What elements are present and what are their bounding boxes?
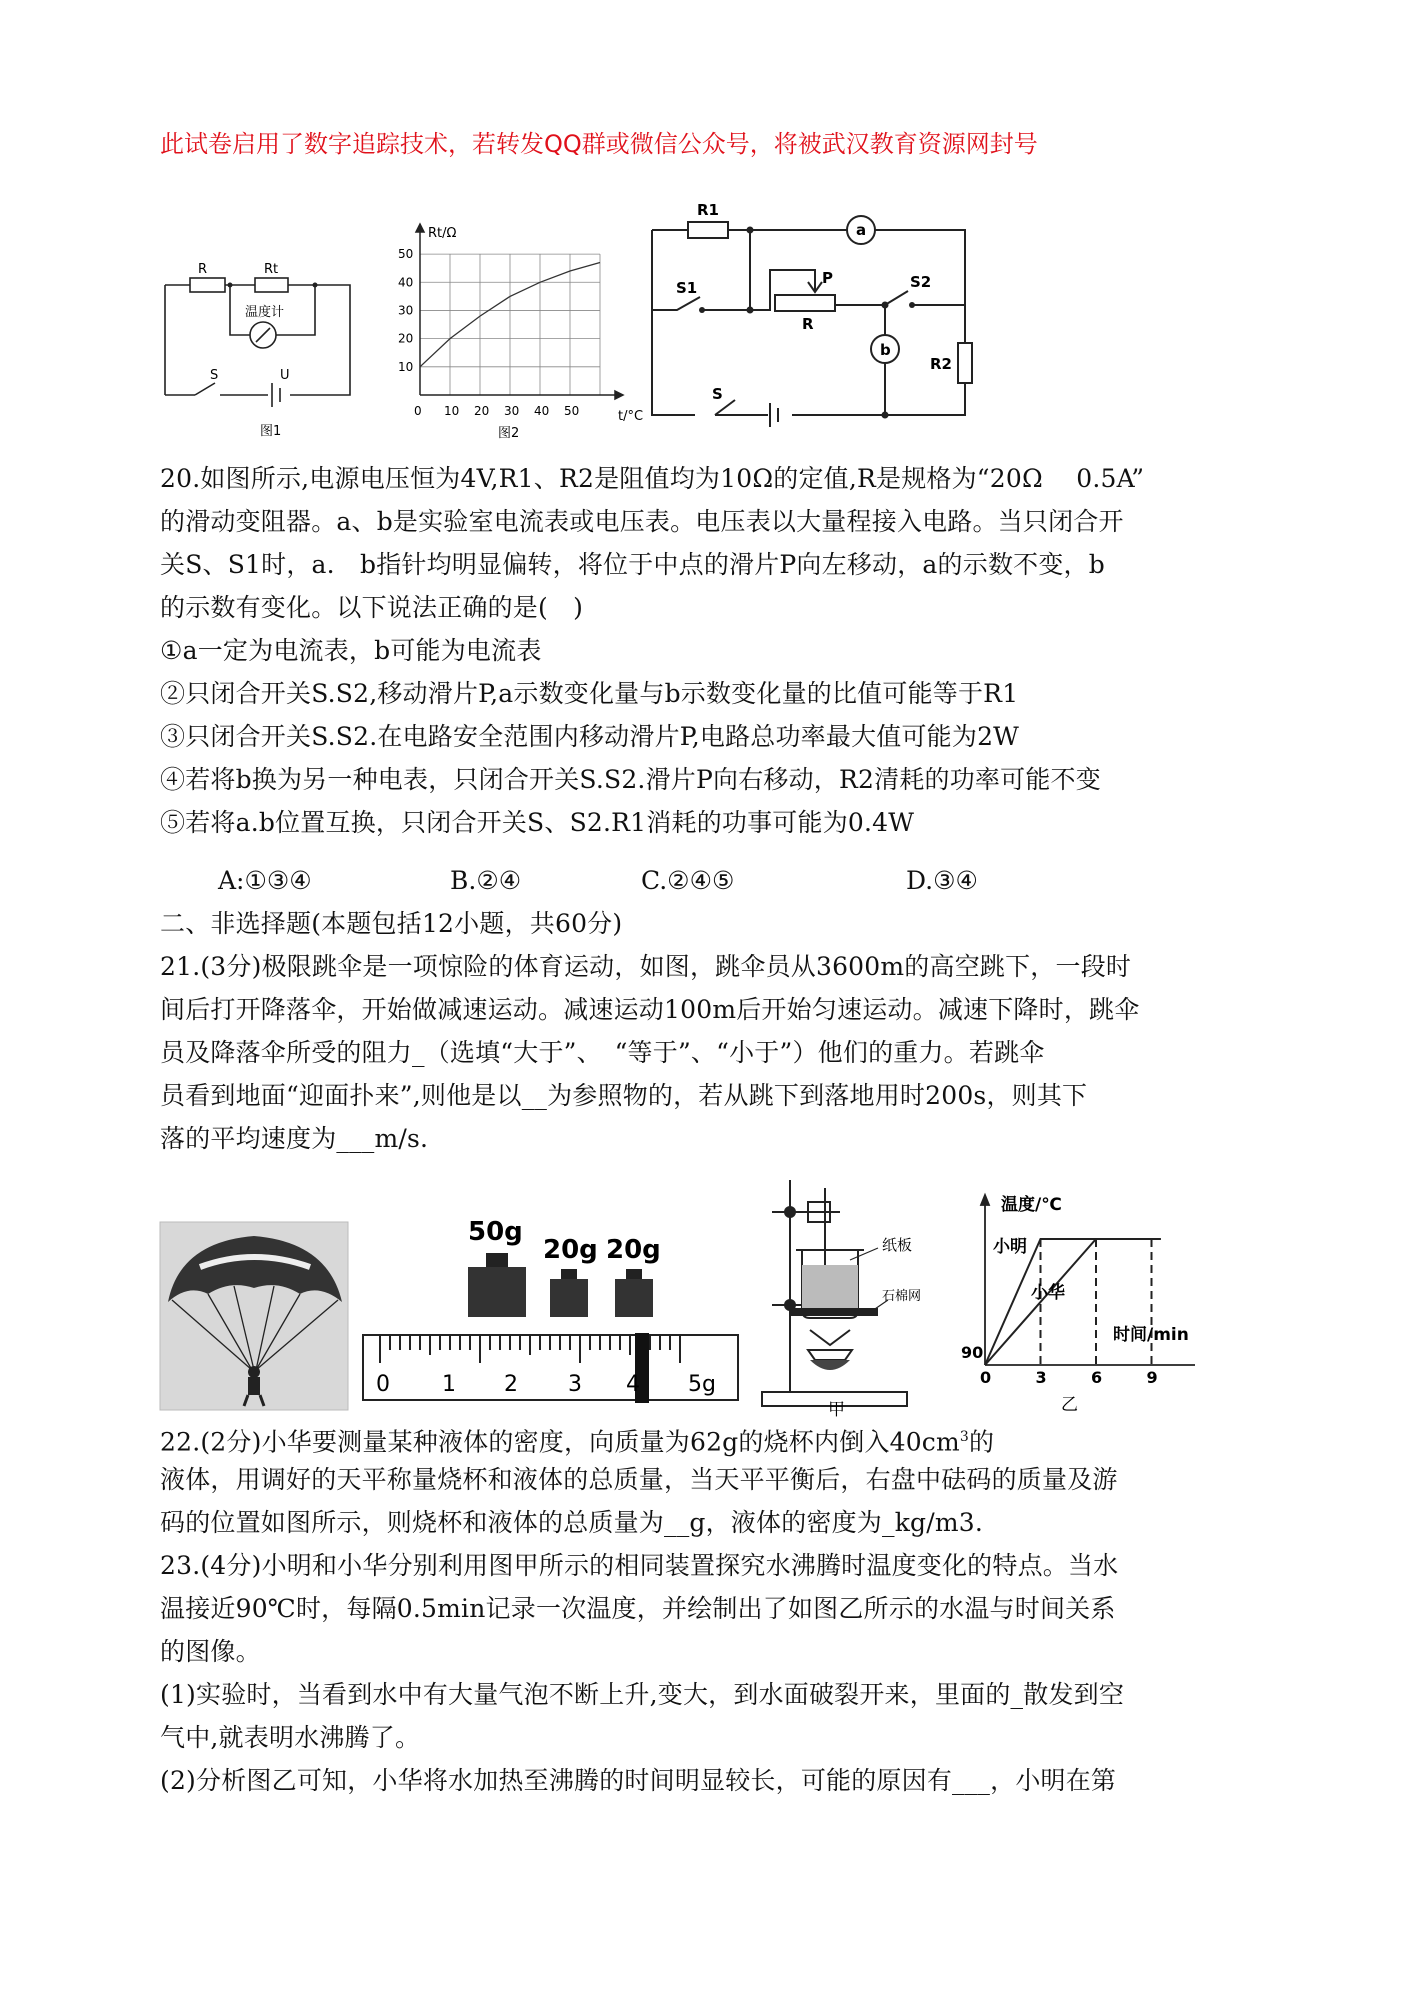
chart2-xlabel: t/°C (618, 409, 644, 424)
fig3-meter-b: b (880, 341, 891, 359)
chart2-ylabel: Rt/Ω (428, 226, 457, 241)
q20-statement-3: ③只闭合开关S.S2.在电路安全范围内移动滑片P,电路总功率最大值可能为2W (160, 722, 1020, 751)
chart2-ytick-label: 20 (398, 331, 414, 346)
chart2-xtick-label: 30 (504, 404, 520, 418)
chart2-xtick-label: 20 (474, 404, 490, 418)
q20-line: 20.如图所示,电源电压恒为4V,R1、R2是阻值均为10Ω的定值,R是规格为“20Ω 0.5A” (160, 464, 1145, 493)
fig3-label-p: P (822, 269, 833, 287)
chart2-ytick-label: 50 (398, 247, 414, 262)
weight-20g-label-2: 20g (606, 1235, 661, 1265)
q22-line-1b: 的 (969, 1427, 995, 1457)
yi-y0-label: 90 (961, 1343, 984, 1362)
q22-line: 码的位置如图所示，则烧杯和液体的总质量为__g，液体的密度为_kg/m3. (160, 1508, 984, 1537)
q20-statement-4: ④若将b换为另一种电表，只闭合开关S.S2.滑片P向右移动，R2清耗的功率可能不变 (160, 765, 1101, 794)
ruler-tick: 3 (568, 1372, 582, 1397)
figure-1-circuit (160, 255, 375, 445)
q20-option-a: A:①③④ (218, 866, 312, 895)
yi-series-label-xiaoming: 小明 (993, 1237, 1027, 1257)
yi-xtick-label: 6 (1091, 1368, 1103, 1387)
fig3-label-s1: S1 (676, 279, 698, 297)
q23-line: 23.(4分)小明和小华分别利用图甲所示的相同装置探究水沸腾时温度变化的特点。当水 (160, 1551, 1119, 1580)
weight-50g-label: 50g (468, 1217, 523, 1247)
ruler-tick: 2 (504, 1372, 518, 1397)
q21-line: 员及降落伞所受的阻力_（选填“大于”、 “等于”、“小于”）他们的重力。若跳伞 (160, 1038, 1045, 1067)
q23-line: 的图像。 (160, 1637, 261, 1666)
jia-label-paperboard: 纸板 (882, 1236, 913, 1254)
q20-line: 的示数有变化。以下说法正确的是( ) (160, 593, 584, 622)
q20-option-c: C.②④⑤ (641, 866, 735, 895)
chart2-xtick-label: 40 (534, 404, 550, 418)
yi-xtick-label: 0 (980, 1368, 992, 1387)
fig3-meter-a: a (856, 221, 867, 239)
fig1-meter-label: 温度计 (245, 305, 285, 320)
yi-caption: 乙 (1061, 1395, 1078, 1415)
chart2-xtick-label: 10 (444, 404, 460, 418)
q22-line-1a: 22.(2分)小华要测量某种液体的密度，向质量为62g的烧杯内倒入40cm (160, 1427, 960, 1457)
q23-line: (1)实验时，当看到水中有大量气泡不断上升,变大，到水面破裂开来，里面的_散发到空 (160, 1680, 1125, 1709)
fig1-caption: 图1 (260, 424, 282, 439)
q21-line: 间后打开降落伞，开始做减速运动。减速运动100m后开始匀速运动。减速下降时，跳伞 (160, 995, 1140, 1024)
q23-line: 温接近90℃时，每隔0.5min记录一次温度，并绘制出了如图乙所示的水温与时间关系 (160, 1594, 1116, 1623)
fig3-label-r: R (802, 315, 814, 333)
q23-line: 气中,就表明水沸腾了。 (160, 1723, 421, 1752)
parachute-image (160, 1222, 348, 1410)
watermark-notice: 此试卷启用了数字追踪技术，若转发QQ群或微信公众号，将被武汉教育资源网封号 (160, 130, 1038, 158)
fig3-label-r2: R2 (930, 355, 952, 373)
fig3-label-r1: R1 (697, 201, 719, 219)
ruler-tick: 4 (626, 1372, 640, 1397)
q21-line: 21.(3分)极限跳伞是一项惊险的体育运动，如图，跳伞员从3600m的高空跳下，一段时 (160, 952, 1132, 981)
yi-series-label-xiaohua: 小华 (1031, 1283, 1065, 1303)
chart2-xtick-label: 50 (564, 404, 580, 418)
q20-option-d: D.③④ (906, 866, 978, 895)
figure-yi-chart (961, 1180, 1220, 1415)
q22-line-1 (160, 1422, 994, 1457)
ruler-tick: 1 (442, 1372, 456, 1397)
fig2-caption: 图2 (498, 426, 520, 441)
q22-line: 液体，用调好的天平称量烧杯和液体的总质量，当天平平衡后，右盘中砝码的质量及游 (160, 1465, 1118, 1494)
figure-2-chart (390, 220, 644, 445)
fig1-label-rt: Rt (264, 262, 279, 277)
q20-line: 关S、S1时，a. b指针均明显偏转，将位于中点的滑片P向左移动，a的示数不变，b (160, 550, 1105, 579)
fig3-label-s2: S2 (910, 273, 932, 291)
fig1-label-s: S (210, 368, 219, 383)
chart2-ytick-label: 40 (398, 275, 414, 290)
q20-statement-5: ⑤若将a.b位置互换，只闭合开关S、S2.R1消耗的功事可能为0.4W (160, 808, 915, 837)
q22-superscript: 3 (959, 1429, 970, 1445)
jia-label-asbestos-net: 石棉网 (882, 1289, 922, 1304)
chart2-ytick-label: 30 (398, 303, 414, 318)
q20-option-b: B.②④ (450, 866, 522, 895)
chart2-xtick-label: 0 (414, 404, 422, 418)
q20-line: 的滑动变阻器。a、b是实验室电流表或电压表。电压表以大量程接入电路。当只闭合开 (160, 507, 1124, 536)
weight-20g-label-1: 20g (543, 1235, 598, 1265)
ruler-tick: 0 (376, 1372, 390, 1397)
figure-jia-apparatus (750, 1170, 960, 1420)
section-2-heading: 二、非选择题(本题包括12小题，共60分) (160, 909, 623, 938)
yi-xtick-label: 3 (1035, 1368, 1047, 1387)
q20-statement-1: ①a一定为电流表，b可能为电流表 (160, 636, 542, 665)
balance-weights-ruler (358, 1205, 740, 1415)
ruler-tick: 5g (688, 1372, 716, 1397)
fig3-label-s: S (712, 385, 723, 403)
q23-line: (2)分析图乙可知，小华将水加热至沸腾的时间明显较长，可能的原因有___，小明在第 (160, 1766, 1117, 1795)
chart2-ytick-label: 10 (398, 359, 414, 374)
yi-series-line (985, 1239, 1161, 1365)
q20-statement-2: ②只闭合开关S.S2,移动滑片P,a示数变化量与b示数变化量的比值可能等于R1 (160, 679, 1019, 708)
yi-series-line (985, 1239, 1161, 1365)
figure-3-circuit (640, 195, 985, 430)
q21-line: 员看到地面“迎面扑来”,则他是以__为参照物的，若从跳下到落地用时200s，则其下 (160, 1081, 1088, 1110)
jia-caption: 甲 (828, 1400, 845, 1420)
fig1-label-r: R (198, 262, 208, 277)
yi-xtick-label: 9 (1146, 1368, 1158, 1387)
q21-line: 落的平均速度为___m/s. (160, 1124, 429, 1153)
yi-xlabel: 时间/min (1113, 1325, 1189, 1345)
fig1-label-u: U (280, 368, 290, 383)
yi-ylabel: 温度/℃ (1001, 1195, 1062, 1215)
